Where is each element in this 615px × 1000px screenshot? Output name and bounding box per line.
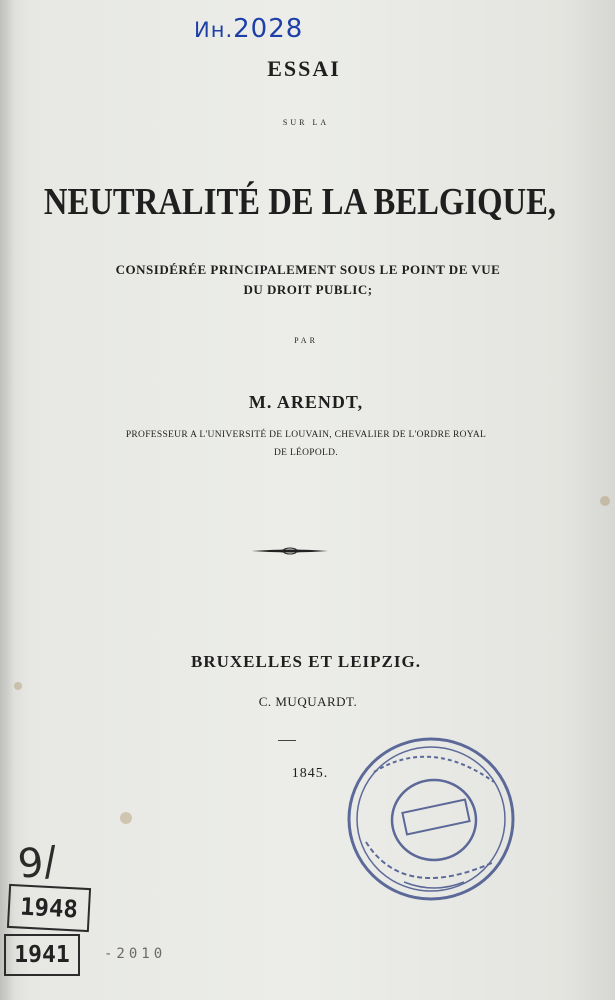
stamp-box-bottom: 1941 [4,934,80,976]
publication-city: BRUXELLES ET LEIPZIG. [191,652,421,671]
author-title-line-2: DE LÉOPOLD. [274,448,338,458]
library-stamp-icon [344,732,519,907]
foxing-spot [120,812,132,824]
subtitle-line-1: CONSIDÉRÉE PRINCIPALEMENT SOUS LE POINT DE VUE [115,262,501,277]
sur-la-text: SUR LA [282,118,330,127]
author-title-line-1: PROFESSEUR A L'UNIVERSITÉ DE LOUVAIN, CHEVALIER DE L'ORDRE ROYAL [125,430,487,440]
short-rule [278,740,296,741]
essai-heading: ESSAI [267,56,341,81]
main-title: NEUTRALITÉ DE LA BELGIQUE, [43,181,557,223]
shelf-mark: 9/ [15,838,60,888]
pencil-number: -2010 [104,946,167,962]
publisher: C. MUQUARDT. [258,694,358,709]
author-name: M. ARENDT, [248,392,364,412]
ornament-divider-icon [252,546,328,556]
subtitle-line-2: DU DROIT PUBLIC; [243,282,373,297]
foxing-spot [14,682,22,690]
publication-year: 1845. [291,766,329,781]
inventory-digits: 2028 [233,14,304,44]
stamp-box-top: 1948 [7,884,91,932]
inventory-prefix: Ин. [194,18,234,42]
page-edge-shadow [0,0,14,1000]
par-text: PAR [294,336,318,345]
inventory-number [194,14,303,44]
foxing-spot [600,496,610,506]
